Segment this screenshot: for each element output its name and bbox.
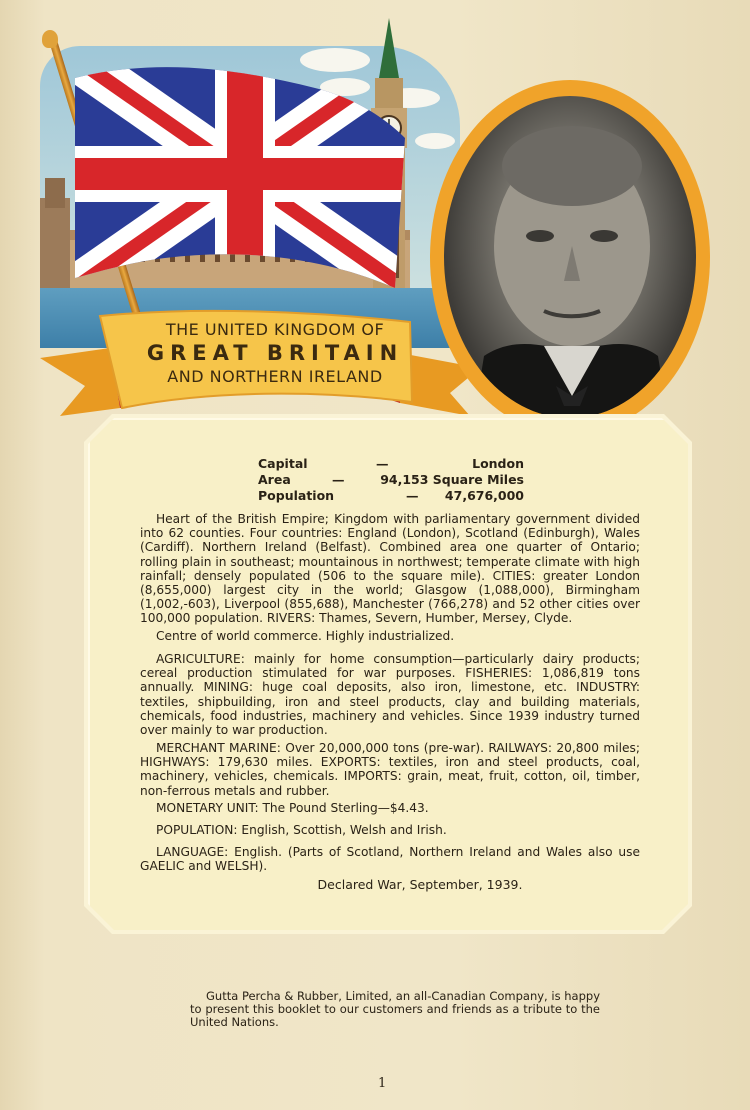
fact-row-population	[258, 488, 524, 504]
fact-dash: —	[332, 472, 345, 487]
fact-label: Area	[258, 472, 291, 487]
paragraph-text: Heart of the British Empire; Kingdom with parliamentary government divided into 62 counties. Four countries: England (London), Scotland (Edinburgh), Wales (Cardiff). Northern Ireland (Belfast). Combined area one quarter of Ontario; rolling plain in southeast; mountainous in northwest; temperate climate with high rainfall; densely populated (506 to the square mile). CITIES: greater London (8,655,000) largest city in the world; Glasgow (1,088,000), Birmingham (1,002,-603), Liverpool (855,688), Manchester (766,278) and 52 other cities over 100,000 population. RIVERS: Thames, Severn, Humber, Mersey, Clyde.	[140, 512, 640, 626]
paragraph-text: POPULATION: English, Scottish, Welsh and Irish.	[156, 823, 447, 837]
union-jack-flag-icon	[75, 58, 405, 288]
portrait-figure-icon	[444, 96, 696, 418]
paragraph-population	[140, 823, 640, 837]
portrait-photo	[444, 96, 696, 418]
fact-dash: —	[406, 488, 419, 503]
fact-label: Population	[258, 488, 335, 503]
paragraph-language	[140, 845, 640, 873]
banner-line-2: GREAT BRITAIN	[146, 341, 404, 365]
fact-dash: —	[376, 456, 389, 471]
paragraph-text: MONETARY UNIT: The Pound Sterling—$4.43.	[156, 801, 429, 815]
fact-row-capital	[258, 456, 524, 472]
fact-value: London	[472, 456, 524, 471]
declared-war-line: Declared War, September, 1939.	[317, 877, 523, 892]
banner-line-1: THE UNITED KINGDOM OF	[165, 320, 385, 339]
fact-value: 47,676,000	[444, 488, 524, 503]
paragraph-merchant-marine	[140, 741, 640, 798]
fact-row-area	[258, 472, 524, 488]
page-number: 1	[378, 1076, 387, 1091]
footer-text: Gutta Percha & Rubber, Limited, an all-Canadian Company, is happy to present this booklet to our customers and friends as a tribute to the United Nations.	[190, 989, 600, 1029]
paragraph-agriculture	[140, 652, 640, 737]
paragraph-text: Centre of world commerce. Highly industrialized.	[156, 629, 455, 643]
banner-line-3: AND NORTHERN IRELAND	[167, 367, 383, 386]
paragraph-commerce	[140, 629, 640, 643]
paragraph-overview	[140, 512, 640, 626]
paragraph-text: MERCHANT MARINE: Over 20,000,000 tons (pre-war). RAILWAYS: 20,800 miles; HIGHWAYS: 179,630 miles. EXPORTS: textiles, iron and steel products, coal, machinery, vehicles, chemicals. IMPORTS: grain, meat, fruit, cotton, oil, timber, non-ferrous metals and rubber.	[140, 741, 640, 798]
banner-title	[110, 318, 440, 386]
fact-value: 94,153 Square Miles	[380, 472, 524, 487]
paragraph-text: LANGUAGE: English. (Parts of Scotland, Northern Ireland and Wales also use GAELIC and WELSH).	[140, 845, 640, 874]
footer-note	[190, 990, 600, 1029]
facts-table	[258, 456, 524, 504]
paragraph-monetary-unit	[140, 801, 640, 815]
paragraph-text: AGRICULTURE: mainly for home consumption—particularly dairy products; cereal production stimulated for war purposes. FISHERIES: 1,086,819 tons annually. MINING: huge coal deposits, also iron, limestone, etc. INDUSTRY: textiles, shipbuilding, iron and steel products, clay and building materials, chemicals, food industries, machinery and vehicles. Since 1939 industry turned over mainly to war production.	[140, 652, 640, 738]
fact-label: Capital	[258, 456, 308, 471]
flag-pole-finial	[42, 30, 58, 48]
